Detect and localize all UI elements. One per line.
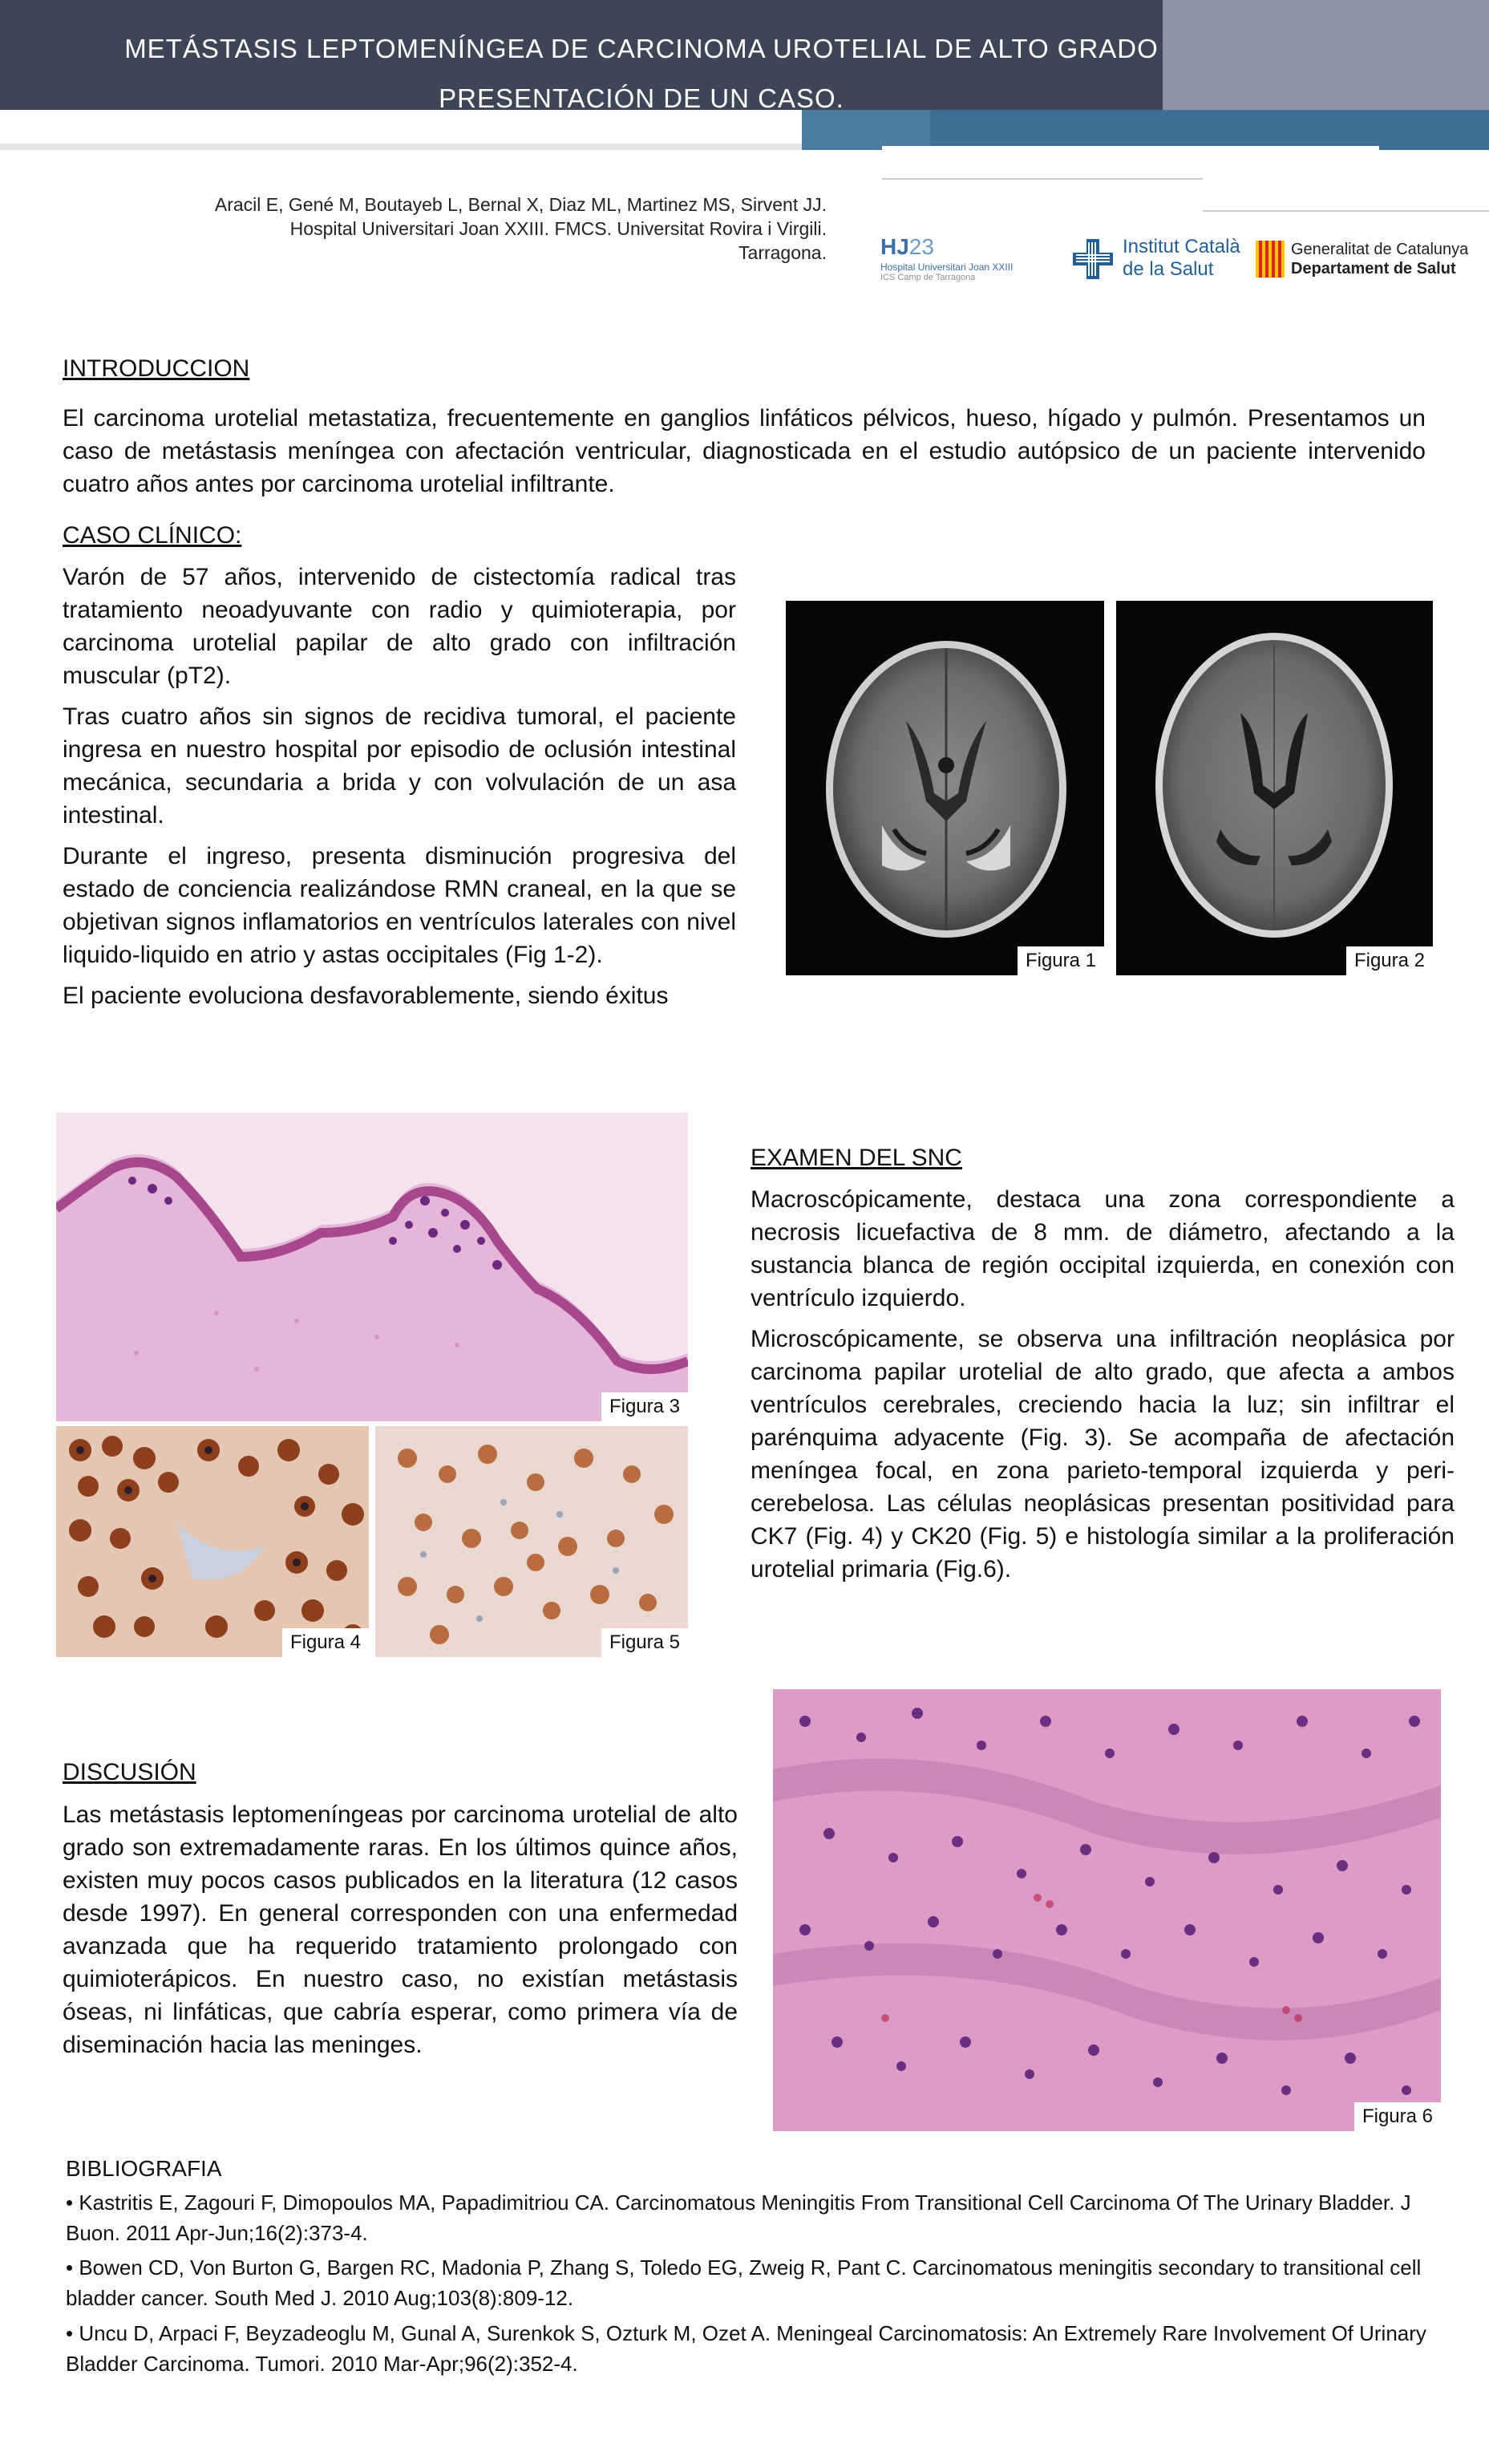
reference-item: • Uncu D, Arpaci F, Beyzadeoglu M, Gunal A, Surenkok S, Ozturk M, Ozet A. Meningeal Carcinomatosis: An Extremely Rare Involvement Of Urinary Bladder Carcinoma. Tumori. 2010 Mar-Apr;96(2):352-4. <box>66 2321 1426 2376</box>
authors-affiliation: Hospital Universitari Joan XXIII. FMCS. Universitat Rovira i Virgili. <box>289 218 827 239</box>
bibliografia-heading: BIBLIOGRAFIA <box>66 2156 222 2181</box>
examen-paragraph: Macroscópicamente, destaca una zona correspondiente a necrosis licuefactiva de 8 mm. de diámetro, afectando a la sustancia blanca de región occipital izquierda, en conexión con ventrículo izquierdo. <box>751 1186 1455 1311</box>
discusion-heading: DISCUSIÓN <box>63 1759 196 1785</box>
caso-paragraph: El paciente evoluciona desfavorablemente, siendo éxitus <box>63 983 669 1009</box>
discusion-text <box>63 1798 738 2069</box>
examen-snc-heading: EXAMEN DEL SNC <box>751 1145 962 1171</box>
header-grey-rule <box>0 144 882 150</box>
histology-he-primary-image <box>773 1689 1441 2131</box>
header-white-strip <box>0 110 802 144</box>
figure-5-ck20 <box>375 1426 688 1657</box>
ihc-ck7-image <box>56 1426 369 1657</box>
header-rule <box>882 178 1203 180</box>
ics-logo-line1: Institut Català <box>1123 236 1240 257</box>
figure-3-label: Figura 3 <box>601 1392 688 1421</box>
figure-5-label: Figura 5 <box>601 1628 688 1657</box>
generalitat-logo-line1: Generalitat de Catalunya <box>1291 241 1469 258</box>
discusion-paragraph: Las metástasis leptomeníngeas por carcinoma urotelial de alto grado son extremadamente raras. En los últimos quince años, existen muy pocos casos publicados en la literatura (12 casos desde 1997). En general corresponden con una enfermedad avanzada que ha requerido tratamiento prolongado con quimioterápicos. En nuestro caso, no existían metástasis óseas, ni linfáticas, que cabría esperar, como primera vía de diseminación hacia las meninges. <box>63 1801 738 2058</box>
poster-subtitle: PRESENTACIÓN DE UN CASO. <box>439 83 844 113</box>
authors-names: Aracil E, Gené M, Boutayeb L, Bernal X, Diaz ML, Martinez MS, Sirvent JJ. <box>214 194 827 215</box>
caso-paragraph: Varón de 57 años, intervenido de cistectomía radical tras tratamiento neoadyuvante con radio y quimioterapia, por carcinoma urotelial papilar de alto grado con infiltración muscular (pT2). <box>63 564 736 689</box>
histology-he-ventricle-image <box>56 1112 688 1421</box>
intro-heading: INTRODUCCION <box>63 355 250 382</box>
generalitat-flag-icon <box>1256 241 1285 278</box>
mri-flair-image <box>786 601 1104 975</box>
caso-clinico-text <box>63 561 736 1020</box>
intro-text <box>63 402 1426 509</box>
generalitat-logo-line2: Departament de Salut <box>1291 260 1456 278</box>
examen-paragraph: Microscópicamente, se observa una infiltración neoplásica por carcinoma papilar urotelial de alto grado, que afecta a ambos ventrículos cerebrales, creciendo hacia la luz; sin infiltrar el parénquima adyacente (Fig. 3). Se acompaña de afectación meníngea focal, en zona parieto-temporal izquierda y peri-cerebelosa. Las células neoplásicas presentan positividad para CK7 (Fig. 4) y CK20 (Fig. 5) e histología similar a la proliferación urotelial primaria (Fig.6). <box>751 1326 1455 1583</box>
ics-logo-line2: de la Salut <box>1123 258 1214 280</box>
hj-logo-ics: ICS Camp de Tarragona <box>880 273 976 282</box>
hj-logo-letters: HJ <box>880 234 909 259</box>
header-white-tab-2 <box>1203 178 1489 218</box>
hj-logo-hospital: Hospital Universitari Joan XXIII <box>880 261 1014 273</box>
header-white-tab <box>882 146 1379 178</box>
caso-paragraph: Durante el ingreso, presenta disminución progresiva del estado de conciencia realizándose RMN craneal, en la que se objetivan signos inflamatorios en ventrículos laterales con nivel liquido-liquido en atrio y astas occipitales (Fig 1-2). <box>63 843 736 968</box>
figure-4-label: Figura 4 <box>282 1628 369 1657</box>
authors-block <box>25 192 827 265</box>
ics-logo <box>1070 234 1254 282</box>
caso-paragraph: Tras cuatro años sin signos de recidiva tumoral, el paciente ingresa en nuestro hospital por episodio de oclusión intestinal mecánica, secundaria a brida y con volvulación de un asa intestinal. <box>63 703 736 829</box>
reference-item: • Bowen CD, Von Burton G, Bargen RC, Madonia P, Zhang S, Toledo EG, Zweig R, Pant C. Carcinomatous meningitis secondary to transitional cell bladder cancer. South Med J. 2010 Aug;103(8):809-12. <box>66 2255 1422 2310</box>
generalitat-logo <box>1256 239 1488 284</box>
header-rule <box>1203 210 1489 212</box>
figure-3-histology <box>56 1112 688 1421</box>
figure-2-label: Figura 2 <box>1346 946 1433 975</box>
poster-title: METÁSTASIS LEPTOMENÍNGEA DE CARCINOMA UROTELIAL DE ALTO GRADO <box>124 34 1159 63</box>
ihc-ck20-image <box>375 1426 688 1657</box>
mri-t1-image <box>1116 601 1433 975</box>
ics-cross-icon <box>1070 237 1116 281</box>
hj-logo-number: 23 <box>908 234 934 259</box>
caso-clinico-heading: CASO CLÍNICO: <box>63 522 242 549</box>
figure-6-histology <box>773 1689 1441 2131</box>
figure-2-mri-t1 <box>1116 601 1433 975</box>
header-blue-bar-dark <box>930 110 1489 150</box>
hj23-logo <box>880 234 1065 290</box>
examen-snc-text <box>751 1183 1455 1594</box>
intro-paragraph: El carcinoma urotelial metastatiza, frecuentemente en ganglios linfáticos pélvicos, hueso, hígado y pulmón. Presentamos un caso de metástasis meníngea con afectación ventricular, diagnosticada en el estudio autópsico de un paciente intervenido cuatro años antes por carcinoma urotelial infiltrante. <box>63 405 1426 497</box>
reference-item: • Kastritis E, Zagouri F, Dimopoulos MA, Papadimitriou CA. Carcinomatous Meningitis From Transitional Cell Carcinoma Of The Urinary Bladder. J Buon. 2011 Apr-Jun;16(2):373-4. <box>66 2190 1411 2245</box>
authors-city: Tarragona. <box>738 242 827 263</box>
figure-4-ck7 <box>56 1426 369 1657</box>
figure-1-label: Figura 1 <box>1018 946 1104 975</box>
figure-1-mri-flair <box>786 601 1104 975</box>
figure-6-label: Figura 6 <box>1354 2102 1441 2131</box>
